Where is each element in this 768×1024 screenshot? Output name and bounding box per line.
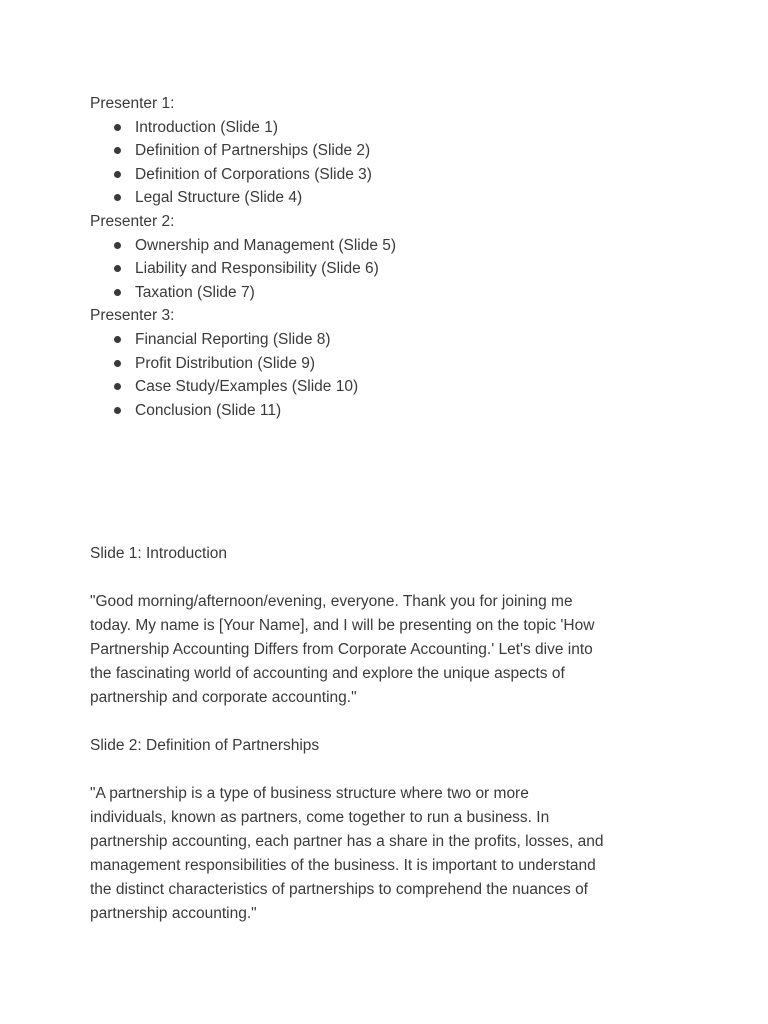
paragraph-line: "A partnership is a type of business structure where two or more [90, 785, 529, 802]
list-item-text: Liability and Responsibility (Slide 6) [135, 260, 379, 278]
paragraph-line: today. My name is [Your Name], and I will be presenting on the topic 'How [90, 617, 595, 634]
list-item [90, 375, 708, 399]
presenter-heading: Presenter 3: [90, 307, 175, 325]
paragraph-line: the distinct characteristics of partnerships to comprehend the nuances of [90, 881, 588, 898]
list-item-text: Definition of Partnerships (Slide 2) [135, 142, 371, 160]
list-item-text: Financial Reporting (Slide 8) [135, 330, 331, 348]
bullet-icon [114, 265, 121, 272]
list-item [90, 399, 708, 423]
paragraph-line: partnership accounting." [90, 905, 257, 922]
presenter-item-list [90, 116, 708, 210]
list-item-text: Ownership and Management (Slide 5) [135, 236, 397, 254]
slide-paragraph [90, 782, 690, 926]
bullet-icon [114, 336, 121, 343]
list-item [90, 116, 708, 140]
paragraph-line: individuals, known as partners, come together to run a business. In [90, 809, 550, 826]
list-item [90, 139, 708, 163]
bullet-icon [114, 171, 121, 178]
bullet-icon [114, 124, 121, 131]
list-item [90, 281, 708, 305]
bullet-icon [114, 194, 121, 201]
bullet-icon [114, 242, 121, 249]
presenter-item-list [90, 328, 708, 422]
presenter-heading: Presenter 2: [90, 212, 175, 230]
list-item-text: Profit Distribution (Slide 9) [135, 354, 316, 372]
list-item-text: Definition of Corporations (Slide 3) [135, 165, 372, 183]
bullet-icon [114, 289, 121, 296]
list-item [90, 328, 708, 352]
presenter-item-list [90, 234, 708, 305]
slide-title: Slide 2: Definition of Partnerships [90, 737, 320, 754]
list-item-text: Case Study/Examples (Slide 10) [135, 378, 359, 396]
presenter-heading: Presenter 1: [90, 95, 175, 112]
paragraph-line: "Good morning/afternoon/evening, everyone. Thank you for joining me [90, 593, 573, 610]
bullet-icon [114, 383, 121, 390]
paragraph-line: management responsibilities of the business. It is important to understand [90, 857, 596, 874]
presenter-section [90, 304, 708, 422]
list-item [90, 234, 708, 258]
slide-section [90, 542, 690, 710]
paragraph-line: partnership accounting, each partner has a share in the profits, losses, and [90, 833, 604, 850]
slide-title: Slide 1: Introduction [90, 545, 228, 562]
list-item [90, 163, 708, 187]
paragraph-line: Partnership Accounting Differs from Corporate Accounting.' Let's dive into [90, 641, 593, 658]
slide-section [90, 734, 690, 926]
list-item-text: Introduction (Slide 1) [135, 118, 279, 136]
list-item [90, 257, 708, 281]
presenter-section [90, 92, 708, 210]
list-item [90, 352, 708, 376]
list-item-text: Conclusion (Slide 11) [135, 401, 282, 419]
bullet-icon [114, 147, 121, 154]
presenter-section [90, 210, 708, 304]
presenter-outline [90, 92, 708, 422]
bullet-icon [114, 360, 121, 367]
list-item-text: Legal Structure (Slide 4) [135, 189, 303, 207]
list-item [90, 186, 708, 210]
paragraph-line: partnership and corporate accounting." [90, 689, 357, 706]
slide-script [90, 542, 690, 950]
bullet-icon [114, 407, 121, 414]
paragraph-line: the fascinating world of accounting and explore the unique aspects of [90, 665, 565, 682]
list-item-text: Taxation (Slide 7) [135, 283, 255, 301]
slide-paragraph [90, 590, 690, 710]
